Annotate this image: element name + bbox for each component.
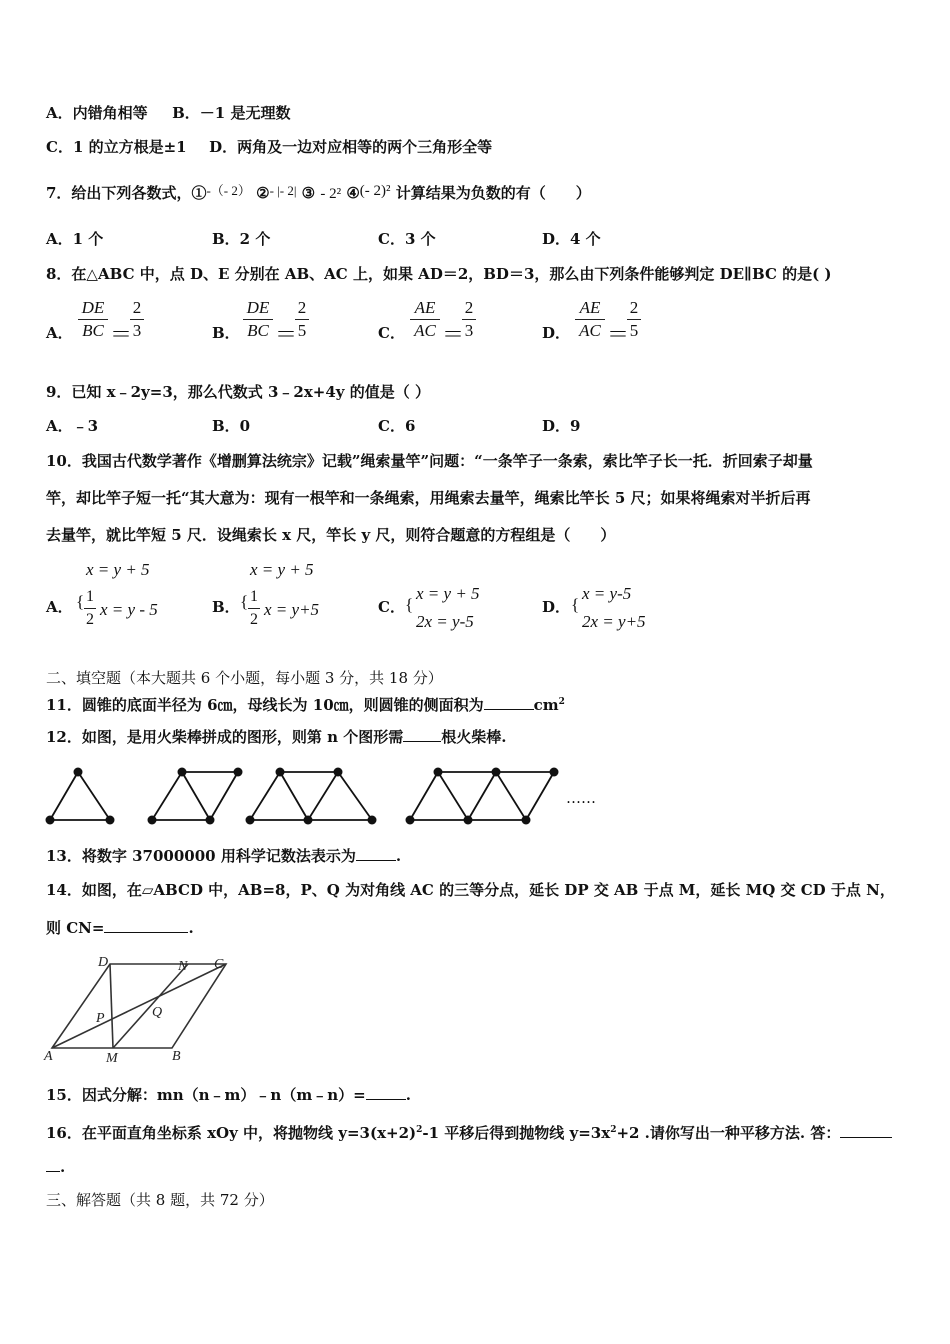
label-p: P bbox=[96, 1011, 105, 1026]
q12-ellipsis: …… bbox=[566, 789, 596, 807]
q7-expr-3: - 2² bbox=[320, 186, 342, 202]
q7-stem bbox=[46, 183, 591, 204]
q10-option-a-label: A． bbox=[46, 598, 73, 616]
q10-c-brace: { bbox=[405, 595, 414, 614]
q10-d-top: x = y-5 bbox=[582, 584, 632, 603]
section-2-heading: 二、填空题（本大题共 6 个小题，每小题 3 分，共 18 分） bbox=[46, 669, 443, 687]
q15-stem: 15．因式分解：mn（n﹣m）﹣n（m﹣n）= . bbox=[46, 1086, 411, 1104]
q10-a-bottom: x = y - 5 bbox=[100, 600, 158, 619]
q7-option-a: A．1 个 bbox=[46, 230, 104, 248]
label-a: A bbox=[44, 1049, 53, 1064]
q8-c-frac-2: 2 3 bbox=[462, 297, 476, 342]
q8-option-c-label: C． bbox=[378, 324, 405, 342]
q11-stem: 11．圆锥的底面半径为 6㎝，母线长为 10㎝，则圆锥的侧面积为 $cm^2$ bbox=[46, 696, 565, 714]
q7-marker-2: ② bbox=[256, 184, 270, 202]
q7-option-b: B．2 个 bbox=[212, 230, 271, 248]
q9-option-d: D．9 bbox=[542, 417, 581, 435]
q9-option-c: C．6 bbox=[378, 417, 416, 435]
q10-line-3: 去量竿，就比竿短 5 尺．设绳索长 x 尺，竿长 y 尺，则符合题意的方程组是（ ） bbox=[46, 526, 616, 544]
q7-marker-4: ④ bbox=[346, 184, 360, 202]
q7-option-d: D．4 个 bbox=[542, 230, 601, 248]
q10-option-c-label: C． bbox=[378, 598, 405, 616]
q8-option-d-label: D． bbox=[542, 324, 571, 342]
q10-a-top: x = y + 5 bbox=[86, 560, 150, 579]
q10-d-bottom: 2x = y+5 bbox=[582, 612, 646, 631]
q8-b-equals: ＝ bbox=[275, 322, 298, 347]
q7-expr-1: -（- 2） bbox=[206, 183, 251, 198]
q13-stem: 13．将数字 37000000 用科学记数法表示为 . bbox=[46, 847, 402, 865]
q8-option-a-label: A． bbox=[46, 324, 73, 342]
q10-c-top: x = y + 5 bbox=[416, 584, 480, 603]
label-d: D bbox=[98, 955, 109, 970]
q6-option-a: A．内错角相等 bbox=[46, 104, 148, 122]
q8-d-frac-1: AE AC bbox=[575, 297, 605, 342]
label-b: B bbox=[172, 1049, 181, 1064]
q6-option-row-1 bbox=[46, 103, 290, 123]
q8-c-equals: ＝ bbox=[442, 322, 465, 347]
q8-a-frac-2: 2 3 bbox=[130, 297, 144, 342]
q10-option-b-label: B． bbox=[212, 598, 240, 616]
q8-stem: 8．在△ABC 中，点 D、E 分别在 AB、AC 上，如果 AD＝2，BD＝3，那么由下列条件能够判定 DE∥BC 的是( ) bbox=[46, 265, 832, 283]
section-3-heading: 三、解答题（共 8 题，共 72 分） bbox=[46, 1191, 274, 1209]
q8-b-frac-1: DE BC bbox=[243, 297, 273, 342]
q14-line-1: 14．如图，在▱ABCD 中，AB=8，P、Q 为对角线 AC 的三等分点，延长 DP 交 AB 于点 M，延长 MQ 交 CD 于点 N， bbox=[46, 881, 895, 899]
q7-stem-text: 7．给出下列各数式，① bbox=[46, 184, 207, 202]
q6-option-c: C．1 的立方根是±1 bbox=[46, 138, 187, 156]
q14-line-2: 则 CN= . bbox=[46, 919, 194, 937]
q10-line-2: 竿，却比竿子短一托“其大意为：现有一根竿和一条绳索，用绳索去量竿，绳索比竿长 5 尺；如果将绳索对半折后再 bbox=[46, 489, 811, 507]
q16-stem: 16．在平面直角坐标系 xOy 中，将抛物线 $y=3(x+2)^2-1$ 平移后得到抛物线 $y=3x^2+2$ .请你写出一种平移方法. 答： bbox=[46, 1120, 892, 1143]
q8-d-equals: ＝ bbox=[607, 322, 630, 347]
q10-b-brace: { bbox=[240, 592, 249, 611]
q10-a-half: 1 2 bbox=[86, 588, 94, 628]
q7-marker-3: ③ bbox=[301, 184, 316, 202]
q9-option-b: B．0 bbox=[212, 417, 251, 435]
q8-b-frac-2: 2 5 bbox=[295, 297, 309, 342]
q9-stem: 9．已知 x﹣2y=3，那么代数式 3﹣2x+4y 的值是（ ） bbox=[46, 383, 430, 401]
q8-a-equals: ＝ bbox=[110, 322, 133, 347]
q6-option-row-2 bbox=[46, 137, 492, 157]
q6-option-b: B．－1 是无理数 bbox=[172, 104, 291, 122]
q7-expr-4: (- 2)² bbox=[359, 183, 391, 199]
q8-d-frac-2: 2 5 bbox=[627, 297, 641, 342]
q10-c-bottom: 2x = y-5 bbox=[416, 612, 474, 631]
q10-d-brace: { bbox=[571, 595, 580, 614]
q10-line-1: 10．我国古代数学著作《增删算法统宗》记载”绳索量竿”问题：“一条竿子一条索，索比竿子长一托．折回索子却量 bbox=[46, 452, 813, 470]
q16-line-2: . bbox=[46, 1157, 65, 1177]
label-n: N bbox=[178, 959, 188, 974]
q9-option-a: A．﹣3 bbox=[46, 417, 99, 435]
q10-option-d-label: D． bbox=[542, 598, 571, 616]
q10-b-top: x = y + 5 bbox=[250, 560, 314, 579]
q7-expr-2: - |- 2| bbox=[269, 183, 297, 198]
label-q: Q bbox=[152, 1005, 163, 1020]
q10-a-brace: { bbox=[76, 592, 85, 611]
q10-b-half: 1 2 bbox=[250, 588, 258, 628]
q8-option-b-label: B． bbox=[212, 324, 240, 342]
q8-a-frac-1: DE BC bbox=[78, 297, 108, 342]
q6-option-d: D．两角及一边对应相等的两个三角形全等 bbox=[209, 138, 493, 156]
label-m: M bbox=[106, 1051, 118, 1064]
q12-stem: 12．如图，是用火柴棒拼成的图形，则第 n 个图形需 根火柴棒. bbox=[46, 728, 507, 746]
q7-tail: 计算结果为负数的有（ ） bbox=[395, 184, 591, 202]
label-c: C bbox=[214, 957, 224, 972]
matchstick-figures bbox=[40, 760, 620, 830]
q8-c-frac-1: AE AC bbox=[410, 297, 440, 342]
q10-b-bottom: x = y+5 bbox=[264, 600, 320, 619]
parallelogram-figure bbox=[40, 952, 240, 1064]
q7-option-c: C．3 个 bbox=[378, 230, 436, 248]
